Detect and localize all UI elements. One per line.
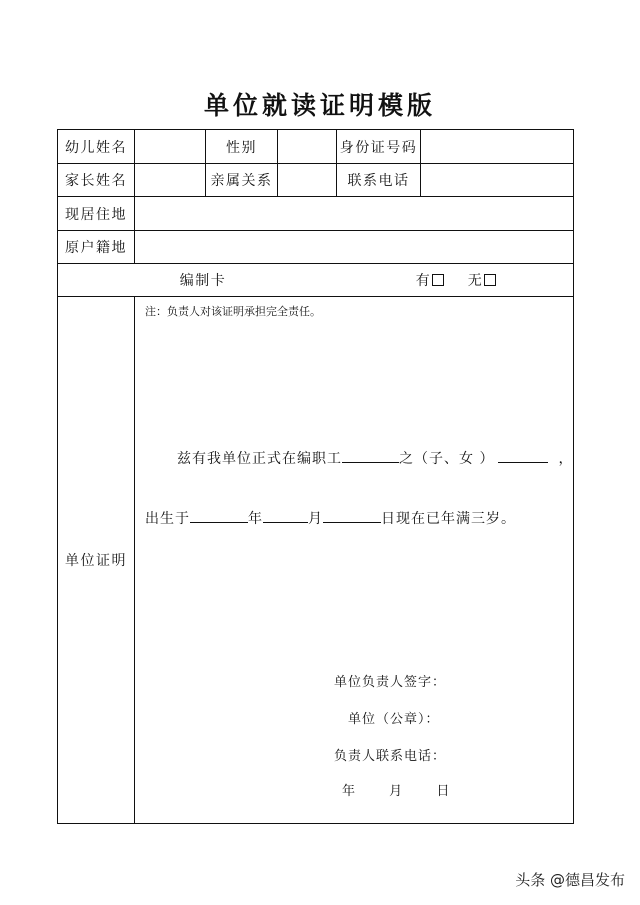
p2-text-c: 月 [308, 511, 323, 527]
p1-text-b: 之（子、女 ） [399, 451, 495, 467]
source-watermark: 头条 @德昌发布 [515, 871, 625, 889]
cert-paragraph-1 [177, 448, 573, 468]
field-parent-name[interactable] [135, 164, 205, 196]
p1-text-a: 兹有我单位正式在编职工 [177, 451, 342, 467]
responsibility-note: 注：负责人对该证明承担完全责任。 [145, 305, 321, 318]
leader-phone-label: 负责人联系电话： [334, 749, 447, 764]
option-has[interactable] [410, 264, 450, 296]
field-id-number[interactable] [421, 130, 573, 163]
p1-text-c: ， [558, 451, 574, 467]
certificate-form [57, 129, 574, 824]
blank-child-name[interactable] [498, 450, 548, 463]
checkbox-has[interactable] [432, 274, 444, 286]
p2-text-a: 出生于 [145, 511, 190, 527]
blank-employee-name[interactable] [342, 450, 399, 463]
date-month: 月 [389, 784, 404, 799]
field-child-name[interactable] [135, 130, 205, 163]
field-relation[interactable] [278, 164, 336, 196]
blank-birth-month[interactable] [263, 510, 308, 523]
leader-signature-label: 单位负责人签字： [334, 675, 447, 690]
label-relation: 亲属关系 [210, 173, 273, 189]
date-day: 日 [436, 784, 451, 799]
cert-paragraph-2 [145, 508, 516, 528]
option-none[interactable] [462, 264, 502, 296]
label-gender: 性别 [226, 139, 257, 156]
option-has-label: 有 [415, 273, 432, 289]
blank-birth-day[interactable] [323, 510, 381, 523]
field-phone[interactable] [421, 164, 573, 196]
label-child-name: 幼儿姓名 [65, 139, 127, 156]
label-unit-cert: 单位证明 [65, 553, 127, 569]
label-parent-name: 家长姓名 [65, 173, 127, 189]
label-current-address: 现居住地 [65, 206, 127, 223]
p2-text-d: 日现在已年满三岁。 [381, 511, 516, 527]
date-year: 年 [342, 784, 357, 799]
document-title: 单位就读证明模版 [203, 91, 436, 120]
label-phone: 联系电话 [347, 173, 410, 189]
p2-text-b: 年 [248, 511, 263, 527]
label-staff-card: 编制卡 [179, 273, 227, 289]
option-none-label: 无 [467, 273, 484, 289]
checkbox-none[interactable] [484, 274, 496, 286]
blank-birth-year[interactable] [190, 510, 248, 523]
label-origin: 原户籍地 [65, 240, 127, 256]
field-gender[interactable] [278, 130, 336, 163]
seal-label: 单位（公章）： [348, 712, 440, 727]
field-current-address[interactable] [135, 197, 573, 230]
date-line [342, 780, 450, 799]
label-id-number: 身份证号码 [339, 139, 418, 156]
field-origin[interactable] [135, 231, 573, 263]
